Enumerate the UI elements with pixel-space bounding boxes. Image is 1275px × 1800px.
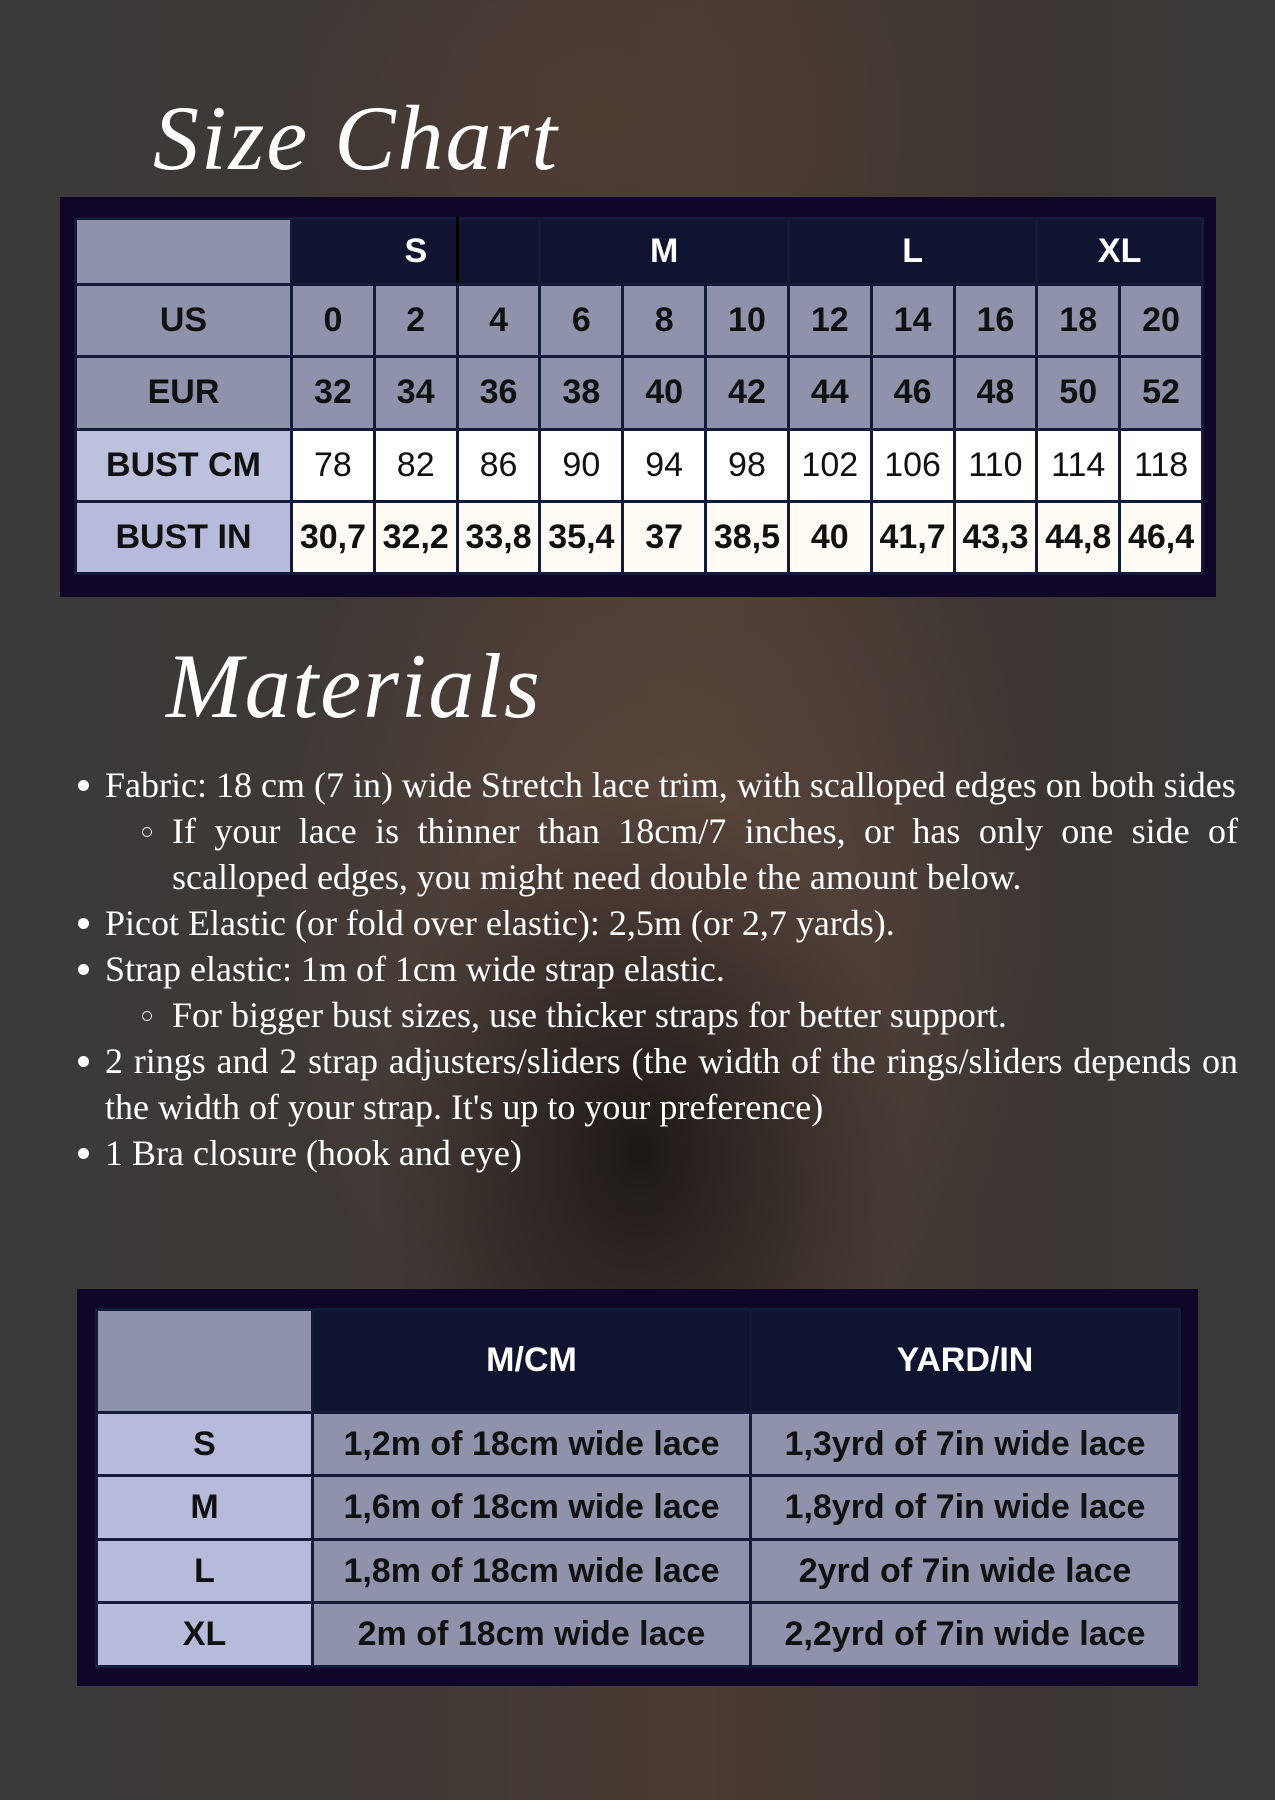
size-value-cell: 38,5 <box>706 501 789 573</box>
header-imperial: YARD/IN <box>751 1310 1180 1413</box>
size-value-cell: 52 <box>1120 357 1203 429</box>
group-header-m: M <box>540 219 788 285</box>
size-value-cell: 44 <box>788 357 871 429</box>
imperial-amount: 1,3yrd of 7in wide lace <box>751 1412 1180 1476</box>
size-value-cell: 2 <box>374 285 457 357</box>
size-value-cell: 40 <box>623 357 706 429</box>
size-value-cell: 90 <box>540 429 623 501</box>
size-value-cell: 10 <box>706 285 789 357</box>
group-header-spacer <box>457 219 540 285</box>
table-row <box>97 1476 1180 1540</box>
material-subitem: If your lace is thinner than 18cm/7 inches, or has only one side of scalloped edges, you might need double the amount below. <box>78 808 1238 900</box>
header-metric: M/CM <box>313 1310 751 1413</box>
size-value-cell: 37 <box>623 501 706 573</box>
materials-list <box>78 762 1238 1176</box>
size-value-cell: 30,7 <box>292 501 375 573</box>
table-row-bust-cm <box>76 429 1203 501</box>
size-label: L <box>97 1539 313 1603</box>
size-value-cell: 0 <box>292 285 375 357</box>
table-row <box>97 1412 1180 1476</box>
row-label: US <box>76 285 292 357</box>
size-value-cell: 6 <box>540 285 623 357</box>
size-value-cell: 34 <box>374 357 457 429</box>
size-value-cell: 46,4 <box>1120 501 1203 573</box>
size-value-cell: 110 <box>954 429 1037 501</box>
corner-cell <box>97 1310 313 1413</box>
material-item: Fabric: 18 cm (7 in) wide Stretch lace trim, with scalloped edges on both sides <box>78 762 1238 808</box>
size-value-cell: 42 <box>706 357 789 429</box>
size-value-cell: 106 <box>871 429 954 501</box>
material-item: 2 rings and 2 strap adjusters/sliders (the width of the rings/sliders depends on the width of your strap. It's up to your preference) <box>78 1038 1238 1130</box>
lace-amount-table <box>95 1308 1181 1668</box>
size-label: S <box>97 1412 313 1476</box>
size-value-cell: 35,4 <box>540 501 623 573</box>
table-row-us <box>76 285 1203 357</box>
size-value-cell: 33,8 <box>457 501 540 573</box>
size-value-cell: 41,7 <box>871 501 954 573</box>
size-label: M <box>97 1476 313 1540</box>
metric-amount: 1,6m of 18cm wide lace <box>313 1476 751 1540</box>
size-value-cell: 36 <box>457 357 540 429</box>
size-value-cell: 12 <box>788 285 871 357</box>
size-value-cell: 118 <box>1120 429 1203 501</box>
size-value-cell: 50 <box>1037 357 1120 429</box>
size-chart-table <box>74 217 1204 575</box>
imperial-amount: 1,8yrd of 7in wide lace <box>751 1476 1180 1540</box>
table-row-bust-in <box>76 501 1203 573</box>
size-value-cell: 32 <box>292 357 375 429</box>
size-value-cell: 14 <box>871 285 954 357</box>
size-value-cell: 44,8 <box>1037 501 1120 573</box>
table-row <box>97 1603 1180 1667</box>
material-item: Picot Elastic (or fold over elastic): 2,5m (or 2,7 yards). <box>78 900 1238 946</box>
size-value-cell: 38 <box>540 357 623 429</box>
size-value-cell: 40 <box>788 501 871 573</box>
size-value-cell: 16 <box>954 285 1037 357</box>
row-label: EUR <box>76 357 292 429</box>
size-value-cell: 4 <box>457 285 540 357</box>
size-value-cell: 78 <box>292 429 375 501</box>
size-value-cell: 46 <box>871 357 954 429</box>
metric-amount: 2m of 18cm wide lace <box>313 1603 751 1667</box>
group-header-l: L <box>788 219 1036 285</box>
materials-title: Materials <box>166 635 542 737</box>
size-value-cell: 8 <box>623 285 706 357</box>
size-value-cell: 114 <box>1037 429 1120 501</box>
size-value-cell: 102 <box>788 429 871 501</box>
size-chart-title: Size Chart <box>153 87 559 189</box>
row-label: BUST CM <box>76 429 292 501</box>
size-value-cell: 98 <box>706 429 789 501</box>
group-header-xl: XL <box>1037 219 1203 285</box>
material-item: 1 Bra closure (hook and eye) <box>78 1130 1238 1176</box>
material-item: Strap elastic: 1m of 1cm wide strap elastic. <box>78 946 1238 992</box>
group-header-s: S <box>292 219 458 285</box>
metric-amount: 1,2m of 18cm wide lace <box>313 1412 751 1476</box>
size-value-cell: 32,2 <box>374 501 457 573</box>
table-row-eur <box>76 357 1203 429</box>
size-value-cell: 86 <box>457 429 540 501</box>
size-label: XL <box>97 1603 313 1667</box>
corner-cell <box>76 219 292 285</box>
size-value-cell: 20 <box>1120 285 1203 357</box>
size-value-cell: 43,3 <box>954 501 1037 573</box>
imperial-amount: 2,2yrd of 7in wide lace <box>751 1603 1180 1667</box>
table-row <box>97 1539 1180 1603</box>
metric-amount: 1,8m of 18cm wide lace <box>313 1539 751 1603</box>
material-subitem: For bigger bust sizes, use thicker straps for better support. <box>78 992 1238 1038</box>
row-label: BUST IN <box>76 501 292 573</box>
imperial-amount: 2yrd of 7in wide lace <box>751 1539 1180 1603</box>
size-value-cell: 82 <box>374 429 457 501</box>
size-value-cell: 18 <box>1037 285 1120 357</box>
size-value-cell: 48 <box>954 357 1037 429</box>
size-value-cell: 94 <box>623 429 706 501</box>
